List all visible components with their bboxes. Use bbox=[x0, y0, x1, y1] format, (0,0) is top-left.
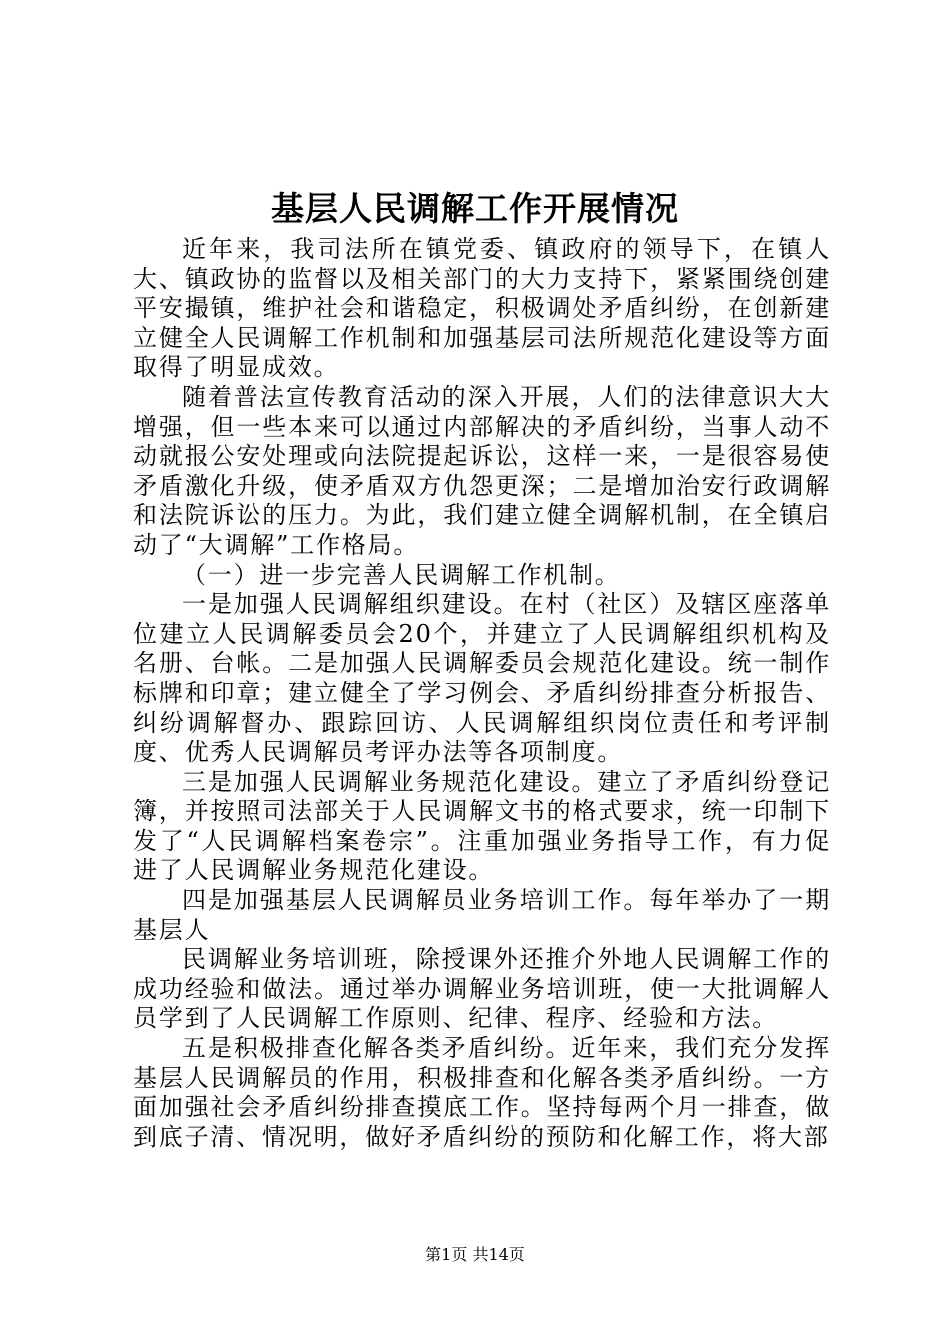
paragraph: 随着普法宣传教育活动的深入开展，人们的法律意识大大增强，但一些本来可以通过内部解决的矛盾纠纷，当事人动不动就报公安处理或向法院提起诉讼，这样一来，一是很容易使矛盾激化升级，使矛盾双方仇怨更深；二是增加治安行政调解和法院诉讼的压力。为此，我们建立健全调解机制，在全镇启动了“大调解”工作格局。 bbox=[133, 382, 831, 559]
paragraph: 五是积极排查化解各类矛盾纠纷。近年来，我们充分发挥基层人民调解员的作用，积极排查和化解各类矛盾纠纷。一方面加强社会矛盾纠纷排查摸底工作。坚持每两个月一排查，做到底子清、情况明，做好矛盾纠纷的预防和化解工作，将大部 bbox=[133, 1034, 831, 1151]
section-heading: （一）进一步完善人民调解工作机制。 bbox=[182, 560, 621, 589]
paragraph: 三是加强人民调解业务规范化建设。建立了矛盾纠纷登记簿，并按照司法部关于人民调解文书的格式要求，统一印制下发了“人民调解档案卷宗”。注重加强业务指导工作，有力促进了人民调解业务规范化建设。 bbox=[133, 767, 831, 885]
paragraph: 四是加强基层人民调解员业务培训工作。每年举办了一期基层人 bbox=[133, 886, 831, 944]
paragraph: 近年来，我司法所在镇党委、镇政府的领导下，在镇人大、镇政协的监督以及相关部门的大力支持下，紧紧围绕创建平安撮镇，维护社会和谐稳定，积极调处矛盾纠纷，在创新建立健全人民调解工作机制和加强基层司法所规范化建设等方面取得了明显成效。 bbox=[133, 235, 831, 382]
paragraph: 民调解业务培训班，除授课外还推介外地人民调解工作的成功经验和做法。通过举办调解业务培训班，使一大批调解人员学到了人民调解工作原则、纪律、程序、经验和方法。 bbox=[133, 945, 831, 1033]
document-body bbox=[133, 235, 831, 1152]
page-number-footer: 第1页 共14页 bbox=[425, 1245, 525, 1264]
document-title: 基层人民调解工作开展情况 bbox=[271, 189, 679, 228]
paragraph: 一是加强人民调解组织建设。在村（社区）及辖区座落单位建立人民调解委员会20个，并建立了人民调解组织机构及名册、台帐。二是加强人民调解委员会规范化建设。统一制作标牌和印章；建立健全了学习例会、矛盾纠纷排查分析报告、纠纷调解督办、跟踪回访、人民调解组织岗位责任和考评制度、优秀人民调解员考评办法等各项制度。 bbox=[133, 590, 831, 767]
